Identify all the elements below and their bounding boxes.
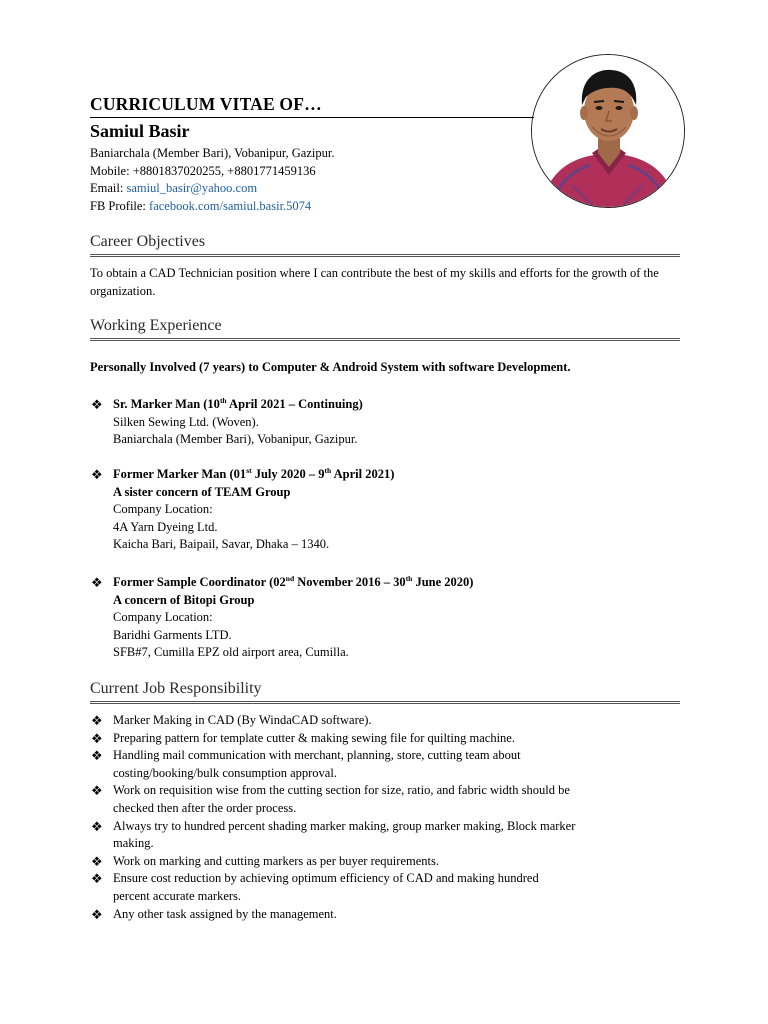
diamond-bullet-icon: ❖ (91, 730, 103, 746)
diamond-bullet-icon: ❖ (91, 575, 103, 590)
mobile-label: Mobile: (90, 163, 130, 178)
section-current-job-responsibility (90, 680, 680, 698)
job-entry (91, 574, 671, 662)
email-line (90, 180, 334, 198)
diamond-bullet-icon: ❖ (91, 713, 103, 728)
diamond-bullet-icon: ❖ (91, 467, 103, 482)
fb-label: FB Profile: (90, 199, 146, 214)
job-detail-line: Silken Sewing Ltd. (Woven). (113, 414, 259, 429)
diamond-bullet-icon: ❖ (91, 818, 103, 834)
job-detail-line: Baniarchala (Member Bari), Vobanipur, Gazipur. (113, 432, 358, 447)
fb-profile-link[interactable]: facebook.com/samiul.basir.5074 (149, 199, 312, 214)
profile-photo (531, 54, 685, 208)
candidate-name: Samiul Basir (90, 121, 190, 141)
title-divider (90, 117, 534, 118)
job-title: ❖ Former Sample Coordinator (02nd November 2016 – 30th June 2020) (91, 574, 474, 590)
job-title: ❖ Sr. Marker Man (10th April 2021 – Continuing) (91, 396, 363, 412)
list-item: ❖ Marker Making in CAD (By WindaCAD software). (91, 713, 372, 728)
address-line: Baniarchala (Member Bari), Vobanipur, Gazipur. (90, 146, 335, 160)
job-detail-line: Company Location: (113, 610, 213, 625)
job-detail-line: Baridhi Garments LTD. (113, 627, 232, 642)
section-divider (90, 701, 680, 704)
section-heading: Current Job Responsibility (90, 680, 262, 697)
section-divider (90, 338, 680, 341)
diamond-bullet-icon: ❖ (91, 906, 103, 922)
job-title: ❖ Former Marker Man (01st July 2020 – 9th April 2021) (91, 466, 395, 482)
diamond-bullet-icon: ❖ (91, 748, 103, 764)
list-item: ❖ Work on marking and cutting markers as per buyer requirements. (91, 853, 439, 869)
mobile-numbers: +8801837020255, +8801771459136 (132, 163, 316, 178)
list-item: ❖ Any other task assigned by the management. (91, 906, 337, 922)
diamond-bullet-icon: ❖ (91, 783, 103, 799)
document-title: CURRICULUM VITAE OF… (90, 94, 322, 114)
job-entry (91, 396, 671, 449)
mobile-line (90, 163, 334, 181)
job-company-group: A sister concern of TEAM Group (113, 484, 291, 499)
list-item: ❖ Work on requisition wise from the cutting section for size, ratio, and fabric width should be checked then after the order process. (91, 783, 570, 815)
diamond-bullet-icon: ❖ (91, 397, 103, 412)
job-detail-line: SFB#7, Cumilla EPZ old airport area, Cumilla. (113, 645, 349, 660)
contact-block (90, 145, 334, 216)
job-detail-line: Company Location: (113, 502, 213, 517)
job-detail-line: 4A Yarn Dyeing Ltd. (113, 519, 218, 534)
job-entry (91, 466, 671, 554)
section-career-objectives (90, 233, 680, 251)
section-heading: Career Objectives (90, 233, 206, 250)
section-divider (90, 254, 680, 257)
job-company-group: A concern of Bitopi Group (113, 592, 255, 607)
list-item: ❖ Handling mail communication with merchant, planning, store, cutting team about costing/booking/bulk consumption approval. (91, 748, 521, 780)
fb-line (90, 198, 334, 216)
responsibility-list (91, 712, 666, 923)
section-working-experience (90, 317, 680, 335)
list-item: ❖ Always try to hundred percent shading marker making, group marker making, Block marker making. (91, 818, 576, 851)
career-objective-text: To obtain a CAD Technician position where I can contribute the best of my skills and efforts for the growth of the organization. (90, 266, 659, 298)
diamond-bullet-icon: ❖ (91, 853, 103, 869)
email-link[interactable]: samiul_basir@yahoo.com (126, 181, 258, 196)
job-detail-line: Kaicha Bari, Baipail, Savar, Dhaka – 1340. (113, 537, 330, 552)
experience-intro: Personally Involved (7 years) to Computer & Android System with software Development. (90, 360, 571, 374)
list-item: ❖ Ensure cost reduction by achieving optimum efficiency of CAD and making hundred percent accurate markers. (91, 871, 539, 903)
diamond-bullet-icon: ❖ (91, 871, 103, 887)
section-heading: Working Experience (90, 317, 222, 334)
list-item: ❖ Preparing pattern for template cutter & making sewing file for quilting machine. (91, 730, 515, 746)
email-label: Email: (90, 181, 124, 196)
